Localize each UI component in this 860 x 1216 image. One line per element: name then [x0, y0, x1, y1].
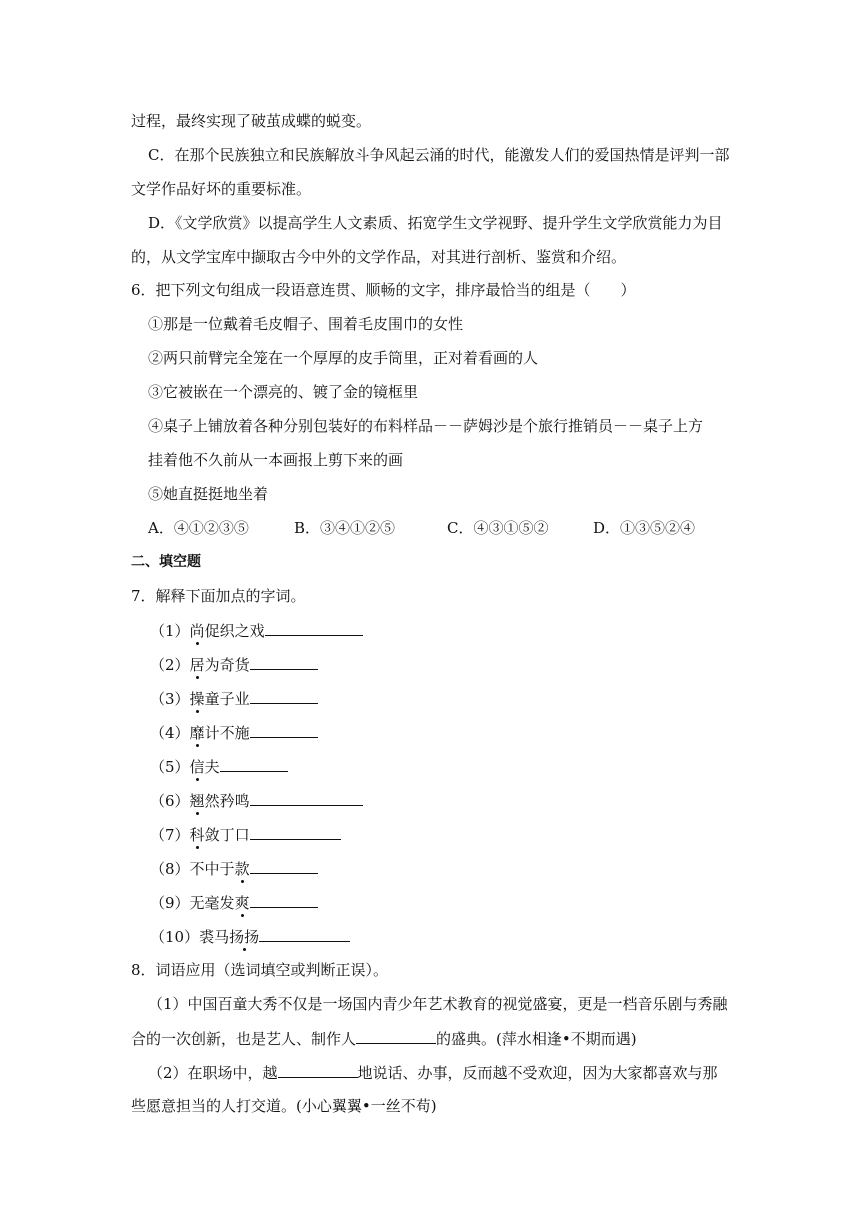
q6-stem: 6．把下列文句组成一段语意连贯、顺畅的文字，排序最恰当的组是（ ） — [131, 281, 636, 299]
emphasis-dot-char: 操 — [189, 690, 205, 708]
q6-sentence-4-line2: 挂着他不久前从一本画报上剪下来的画 — [148, 451, 404, 469]
answer-blank[interactable] — [278, 1062, 358, 1078]
answer-blank[interactable] — [356, 1028, 436, 1044]
emphasis-dot-char: 尚 — [189, 622, 205, 640]
q6-sentence-3: ③它被嵌在一个漂亮的、镀了金的镜框里 — [148, 383, 419, 401]
q8-part2-line2: 些愿意担当的人打交道。(小心翼翼•一丝不苟) — [131, 1097, 437, 1115]
q7-item-8: （8）不中于款 — [150, 858, 318, 879]
q5-option-d-line2: 的，从文学宝库中撷取古今中外的文学作品，对其进行剖析、鉴赏和介绍。 — [131, 248, 627, 266]
q7-item-2: （2）居为奇货 — [150, 654, 318, 675]
q5-option-b-continued: 过程，最终实现了破茧成蝶的蜕变。 — [131, 112, 372, 130]
emphasis-dot-char: 翘 — [189, 792, 205, 810]
q8-part1-line2: 合的一次创新，也是艺人、制作人 的盛典。(萍水相逢•不期而遇) — [131, 1030, 637, 1048]
q6-option-b[interactable]: B．③④①②⑤ — [294, 519, 396, 537]
emphasis-dot-char: 款 — [234, 860, 250, 878]
q6-option-d[interactable]: D．①③⑤②④ — [593, 519, 696, 537]
emphasis-dot-char: 居 — [189, 656, 205, 674]
answer-blank[interactable] — [250, 688, 318, 704]
q6-sentence-1: ①那是一位戴着毛皮帽子、围着毛皮围巾的女性 — [148, 315, 464, 333]
q7-item-6: （6）翘然矜鸣 — [150, 790, 363, 811]
answer-blank[interactable] — [250, 824, 341, 840]
answer-blank[interactable] — [259, 926, 350, 942]
q6-options — [148, 518, 695, 538]
q6-sentence-4-line1: ④桌子上铺放着各种分别包装好的布料样品－－萨姆沙是个旅行推销员－－桌子上方 — [148, 417, 704, 435]
emphasis-dot-char: 靡 — [189, 724, 205, 742]
q7-stem: 7．解释下面加点的字词。 — [131, 587, 306, 605]
q5-option-d-line1: D．《文学欣赏》以提高学生人文素质、拓宽学生文学视野、提升学生文学欣赏能力为目 — [148, 214, 723, 232]
answer-blank[interactable] — [250, 654, 318, 670]
answer-blank[interactable] — [220, 756, 288, 772]
answer-blank[interactable] — [250, 892, 318, 908]
q7-item-7: （7）科敛丁口 — [150, 824, 341, 845]
answer-blank[interactable] — [250, 722, 318, 738]
q8-part1-line1: （1）中国百童大秀不仅是一场国内青少年艺术教育的视觉盛宴，更是一档音乐剧与秀融 — [148, 995, 728, 1013]
emphasis-dot-char: 科 — [189, 826, 205, 844]
q6-sentence-5: ⑤她直挺挺地坐着 — [148, 485, 269, 503]
answer-blank[interactable] — [265, 620, 363, 636]
section-heading-fill-in: 二、填空题 — [131, 554, 201, 570]
q7-item-9: （9）无毫发爽 — [150, 892, 318, 913]
q6-option-c[interactable]: C．④③①⑤② — [447, 519, 549, 537]
q7-item-10: （10）裘马扬扬 — [150, 926, 350, 947]
emphasis-dot-chars: 扬扬 — [229, 928, 260, 946]
emphasis-dot-char: 信 — [189, 758, 205, 776]
q7-item-3: （3）操童子业 — [150, 688, 318, 709]
answer-blank[interactable] — [250, 790, 363, 806]
q6-option-a[interactable]: A．④①②③⑤ — [148, 519, 249, 537]
q7-item-5: （5）信夫 — [150, 756, 288, 777]
q8-stem: 8．词语应用（选词填空或判断正误）。 — [131, 961, 389, 979]
q7-item-4: （4）靡计不施 — [150, 722, 318, 743]
q8-part2-line1: （2）在职场中，越 地说话、办事，反而越不受欢迎，因为大家都喜欢与那 — [148, 1064, 718, 1082]
q7-item-1: （1）尚促织之戏 — [150, 620, 363, 641]
q5-option-c-line2: 文学作品好坏的重要标准。 — [131, 180, 312, 198]
emphasis-dot-char: 爽 — [234, 894, 250, 912]
answer-blank[interactable] — [250, 858, 318, 874]
q5-option-c-line1: C．在那个民族独立和民族解放斗争风起云涌的时代，能激发人们的爱国热情是评判一部 — [148, 146, 730, 164]
q6-sentence-2: ②两只前臂完全笼在一个厚厚的皮手筒里，正对着看画的人 — [148, 349, 539, 367]
